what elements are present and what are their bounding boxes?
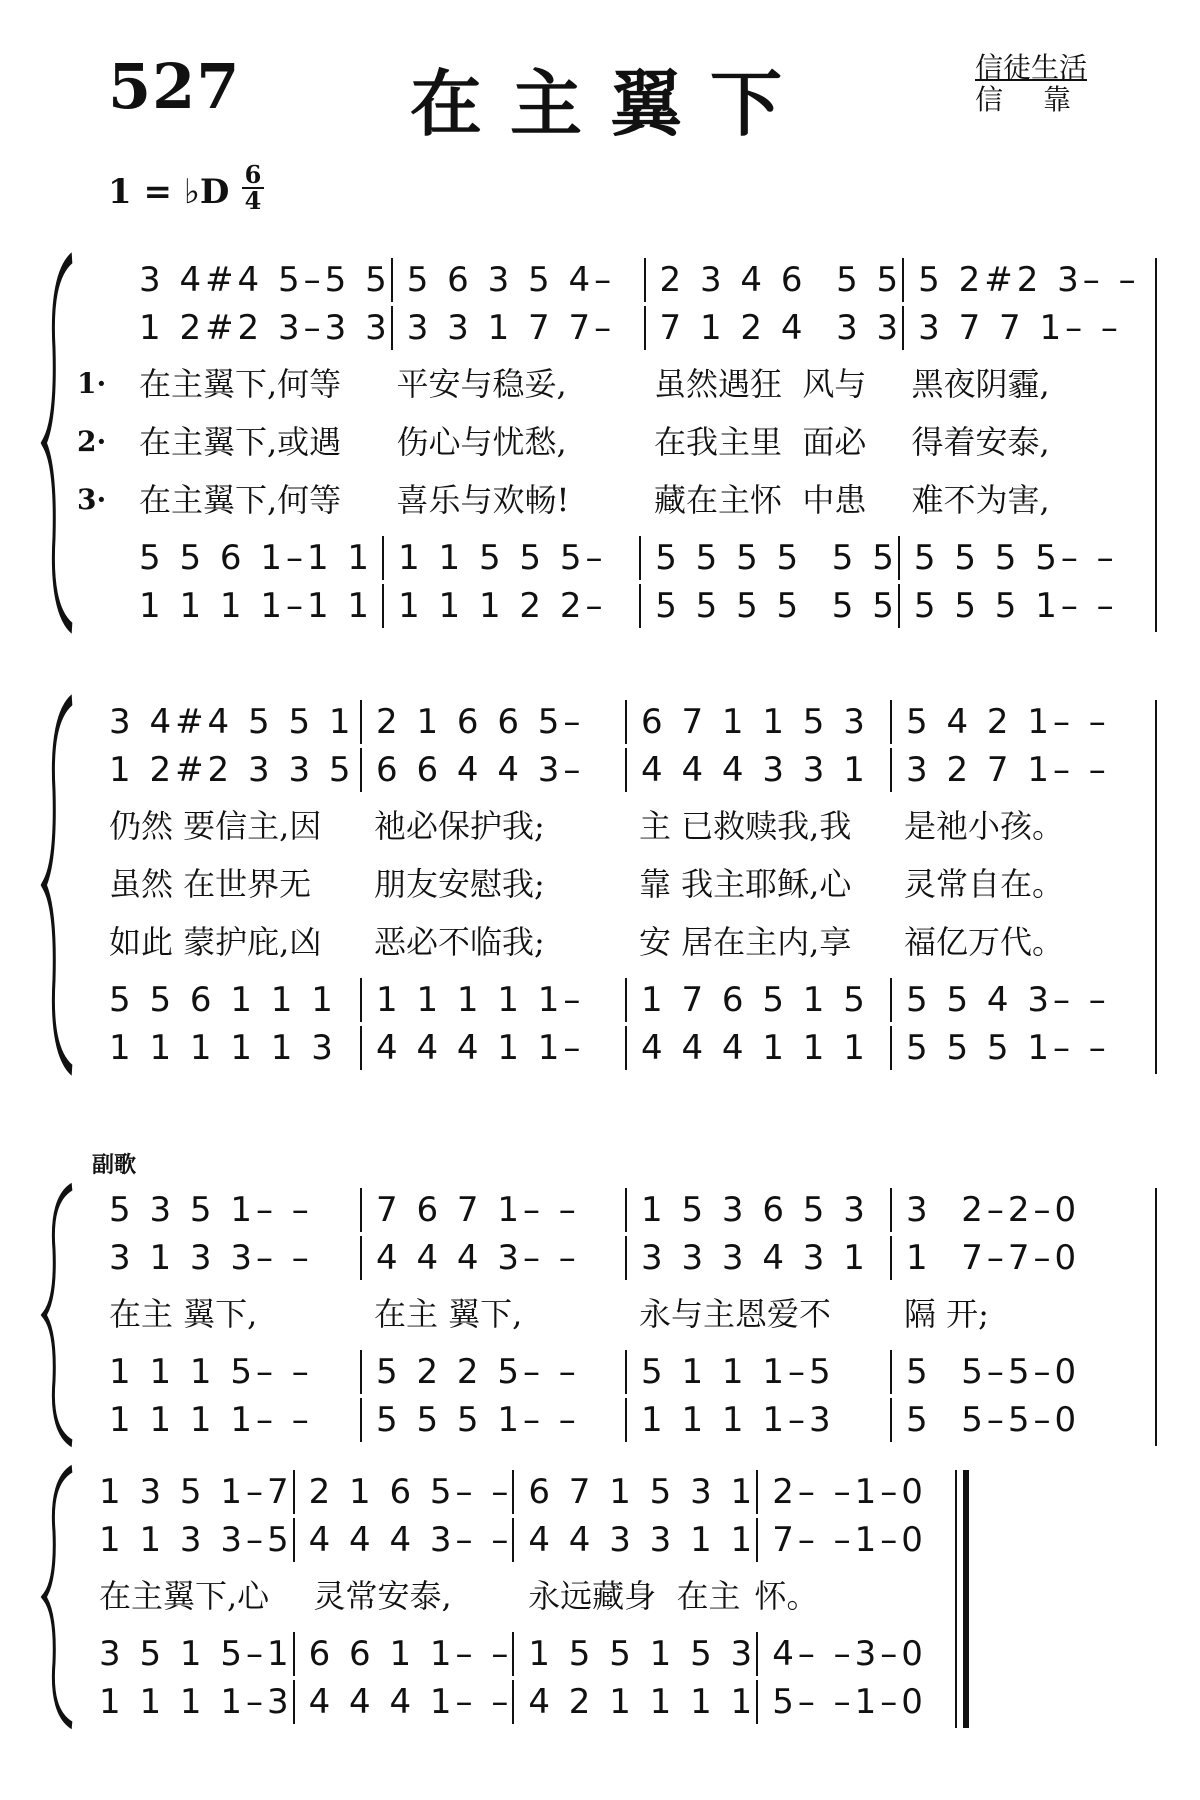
measure: 3 5 1 5–1 bbox=[99, 1634, 293, 1674]
measure: 1 1 1 1–3 bbox=[625, 1398, 890, 1442]
measure: 1 7 6 5 1 5 bbox=[625, 978, 890, 1022]
measure: 5 5 5 1– – bbox=[898, 584, 1155, 628]
measure: 4– –3–0 bbox=[756, 1632, 955, 1676]
lyric-phrase: 隔 开; bbox=[904, 1295, 989, 1333]
end-barline bbox=[1155, 700, 1157, 1074]
lyric-phrase: 福亿万代。 bbox=[904, 923, 1065, 961]
lyrics-row bbox=[95, 800, 1155, 852]
measure: 1 1 1 1 1– bbox=[360, 978, 625, 1022]
measure: 4 4 4 1 1 1 bbox=[625, 1026, 890, 1070]
lower-voice-row bbox=[125, 536, 1155, 580]
lyric-phrase: 恶必不临我; bbox=[374, 923, 545, 961]
measure: 5 5 5 5 5 5 bbox=[639, 536, 898, 580]
lyrics-row bbox=[125, 358, 1155, 410]
measure: 3 3 1 7 7– bbox=[391, 306, 644, 350]
lyric-phrase: 得着安泰, bbox=[911, 423, 1050, 461]
lyric-phrase: 祂必保护我; bbox=[374, 807, 545, 845]
lyrics-row bbox=[125, 474, 1155, 526]
end-barline bbox=[1155, 1188, 1157, 1446]
measure: 5 5 5 5– – bbox=[898, 536, 1155, 580]
upper-voice-row bbox=[95, 1188, 1155, 1232]
lower-voice-row bbox=[95, 1026, 1155, 1070]
lyrics-row bbox=[95, 916, 1155, 968]
measure: 5 5–5–0 bbox=[890, 1398, 1155, 1442]
lyrics-row bbox=[85, 1570, 955, 1622]
measure: 3 3 3 4 3 1 bbox=[625, 1236, 890, 1280]
verse-number: 3· bbox=[77, 483, 107, 516]
lower-voice-row bbox=[95, 1350, 1155, 1394]
measure: 1 3 5 1–7 bbox=[99, 1472, 293, 1512]
key-signature: 1 = ♭D bbox=[108, 172, 230, 212]
upper-voice-row bbox=[125, 306, 1155, 350]
measure: 5 5 6 1–1 1 bbox=[139, 538, 374, 578]
lyric-phrase: 主 已救赎我,我 bbox=[639, 807, 852, 845]
final-barline bbox=[955, 1470, 969, 1728]
measure: 1 7–7–0 bbox=[890, 1236, 1155, 1280]
measure: 1 1 1 1– – bbox=[109, 1400, 313, 1440]
lower-voice-row bbox=[95, 1398, 1155, 1442]
lyric-phrase: 在主翼下,何等 bbox=[139, 481, 342, 519]
measure: 3 2 7 1– – bbox=[890, 748, 1155, 792]
lyrics-row bbox=[95, 1288, 1155, 1340]
upper-voice-row bbox=[85, 1470, 955, 1514]
measure: 5 5 5 5 5 5 bbox=[639, 584, 898, 628]
measure: 1 5 5 1 5 3 bbox=[512, 1632, 756, 1676]
lyric-phrase: 在我主里 面必 bbox=[654, 423, 867, 461]
upper-voice-row bbox=[95, 700, 1155, 744]
lyric-phrase: 灵常安泰, bbox=[313, 1577, 452, 1615]
measure: 5 5 4 3– – bbox=[890, 978, 1155, 1022]
measure: 3 4#4 5 5 1 bbox=[109, 702, 355, 742]
measure: 2 1 6 6 5– bbox=[360, 700, 625, 744]
lower-voice-row bbox=[85, 1680, 955, 1724]
measure: 5 5 5 1– – bbox=[890, 1026, 1155, 1070]
verse-number: 1· bbox=[77, 367, 107, 400]
lyric-phrase: 安 居在主内,享 bbox=[639, 923, 852, 961]
measure: 2– –1–0 bbox=[756, 1470, 955, 1514]
lyric-phrase: 虽然遇狂 风与 bbox=[654, 365, 867, 403]
lyric-phrase: 在主 翼下, bbox=[109, 1295, 258, 1333]
measure: 5 6 3 5 4– bbox=[391, 258, 644, 302]
measure: 6 7 1 1 5 3 bbox=[625, 700, 890, 744]
lyric-phrase: 在主翼下,心 bbox=[99, 1577, 270, 1615]
lyric-phrase: 在主翼下,何等 bbox=[139, 365, 342, 403]
measure: 5 5 6 1 1 1 bbox=[109, 980, 337, 1020]
measure: 6 7 1 5 3 1 bbox=[512, 1470, 756, 1514]
measure: 5 3 5 1– – bbox=[109, 1190, 313, 1230]
lyric-phrase: 靠 我主耶稣,心 bbox=[639, 865, 852, 903]
category-sub: 信靠 bbox=[975, 83, 1112, 116]
measure: 2 1 6 5– – bbox=[293, 1470, 513, 1514]
measure: 6 6 4 4 3– bbox=[360, 748, 625, 792]
measure: 1 1 3 3–5 bbox=[99, 1520, 293, 1560]
hymn-category bbox=[975, 52, 1111, 116]
measure: 5 5 5 1– – bbox=[360, 1398, 625, 1442]
lyric-phrase: 如此 蒙护庇,凶 bbox=[109, 923, 322, 961]
measure: 4 2 1 1 1 1 bbox=[512, 1680, 756, 1724]
measure: 4 4 4 3– – bbox=[360, 1236, 625, 1280]
upper-voice-row bbox=[95, 1236, 1155, 1280]
measure: 5 4 2 1– – bbox=[890, 700, 1155, 744]
measure: 1 5 3 6 5 3 bbox=[625, 1188, 890, 1232]
lyrics-row bbox=[125, 416, 1155, 468]
measure: 1 1 1 1–1 1 bbox=[139, 586, 374, 626]
measure: 4 4 3 3 1 1 bbox=[512, 1518, 756, 1562]
time-signature bbox=[242, 160, 264, 215]
measure: 4 4 4 1– – bbox=[293, 1680, 513, 1724]
hymn-number: 527 bbox=[108, 50, 241, 123]
lyrics-row bbox=[95, 858, 1155, 910]
measure: 1 1 1 1–3 bbox=[99, 1682, 293, 1722]
brace-icon bbox=[40, 1184, 76, 1446]
measure: 6 6 1 1– – bbox=[293, 1632, 513, 1676]
measure: 1 1 1 2 2– bbox=[382, 584, 639, 628]
measure: 1 2#2 3–3 3 bbox=[139, 308, 391, 348]
verse-number: 2· bbox=[77, 425, 107, 458]
lyric-phrase: 怀。 bbox=[754, 1577, 819, 1615]
brace-icon bbox=[40, 254, 76, 632]
lyric-phrase: 平安与稳妥, bbox=[396, 365, 567, 403]
upper-voice-row bbox=[95, 748, 1155, 792]
end-barline bbox=[1155, 258, 1157, 632]
brace-icon bbox=[40, 1466, 76, 1728]
lyric-phrase: 永与主恩爱不 bbox=[639, 1295, 832, 1333]
measure: 1 2#2 3 3 5 bbox=[109, 750, 355, 790]
upper-voice-row bbox=[125, 258, 1155, 302]
time-bottom: 4 bbox=[244, 186, 262, 215]
time-top: 6 bbox=[244, 160, 262, 189]
measure: 4 4 4 3 3 1 bbox=[625, 748, 890, 792]
brace-icon bbox=[40, 696, 76, 1074]
lyric-phrase: 在主 翼下, bbox=[374, 1295, 523, 1333]
lyric-phrase: 是祂小孩。 bbox=[904, 807, 1065, 845]
chorus-label: 副歌 bbox=[92, 1152, 137, 1178]
lyric-phrase: 虽然 在世界无 bbox=[109, 865, 312, 903]
lyric-phrase: 喜乐与欢畅! bbox=[396, 481, 570, 519]
measure: 1 1 5 5 5– bbox=[382, 536, 639, 580]
measure: 5 1 1 1–5 bbox=[625, 1350, 890, 1394]
measure: 1 1 1 5– – bbox=[109, 1352, 313, 1392]
lower-voice-row bbox=[95, 978, 1155, 1022]
lyric-phrase: 黑夜阴霾, bbox=[911, 365, 1050, 403]
measure: 7– –1–0 bbox=[756, 1518, 955, 1562]
lyric-phrase: 难不为害, bbox=[911, 481, 1050, 519]
lower-voice-row bbox=[125, 584, 1155, 628]
measure: 1 1 1 1 1 3 bbox=[109, 1028, 337, 1068]
measure: 4 4 4 1 1– bbox=[360, 1026, 625, 1070]
measure: 3 7 7 1– – bbox=[902, 306, 1155, 350]
lyric-phrase: 藏在主怀 中患 bbox=[654, 481, 867, 519]
measure: 4 4 4 3– – bbox=[293, 1518, 513, 1562]
measure: 3 1 3 3– – bbox=[109, 1238, 313, 1278]
lower-voice-row bbox=[85, 1632, 955, 1676]
measure: 3 2–2–0 bbox=[890, 1188, 1155, 1232]
measure: 5 2#2 3– – bbox=[902, 258, 1155, 302]
lyric-phrase: 永远藏身 在主 bbox=[528, 1577, 741, 1615]
lyric-phrase: 伤心与忧愁, bbox=[396, 423, 567, 461]
lyric-phrase: 在主翼下,或遇 bbox=[139, 423, 342, 461]
lyric-phrase: 朋友安慰我; bbox=[374, 865, 545, 903]
measure: 7 6 7 1– – bbox=[360, 1188, 625, 1232]
measure: 5– –1–0 bbox=[756, 1680, 955, 1724]
lyric-phrase: 灵常自在。 bbox=[904, 865, 1065, 903]
measure: 2 3 4 6 5 5 bbox=[644, 258, 903, 302]
measure: 5 5–5–0 bbox=[890, 1350, 1155, 1394]
measure: 7 1 2 4 3 3 bbox=[644, 306, 903, 350]
measure: 5 2 2 5– – bbox=[360, 1350, 625, 1394]
upper-voice-row bbox=[85, 1518, 955, 1562]
lyric-phrase: 仍然 要信主,因 bbox=[109, 807, 322, 845]
category-main: 信徒生活 bbox=[975, 51, 1088, 84]
measure: 3 4#4 5–5 5 bbox=[139, 260, 391, 300]
hymn-title: 在主翼下 bbox=[410, 61, 811, 146]
